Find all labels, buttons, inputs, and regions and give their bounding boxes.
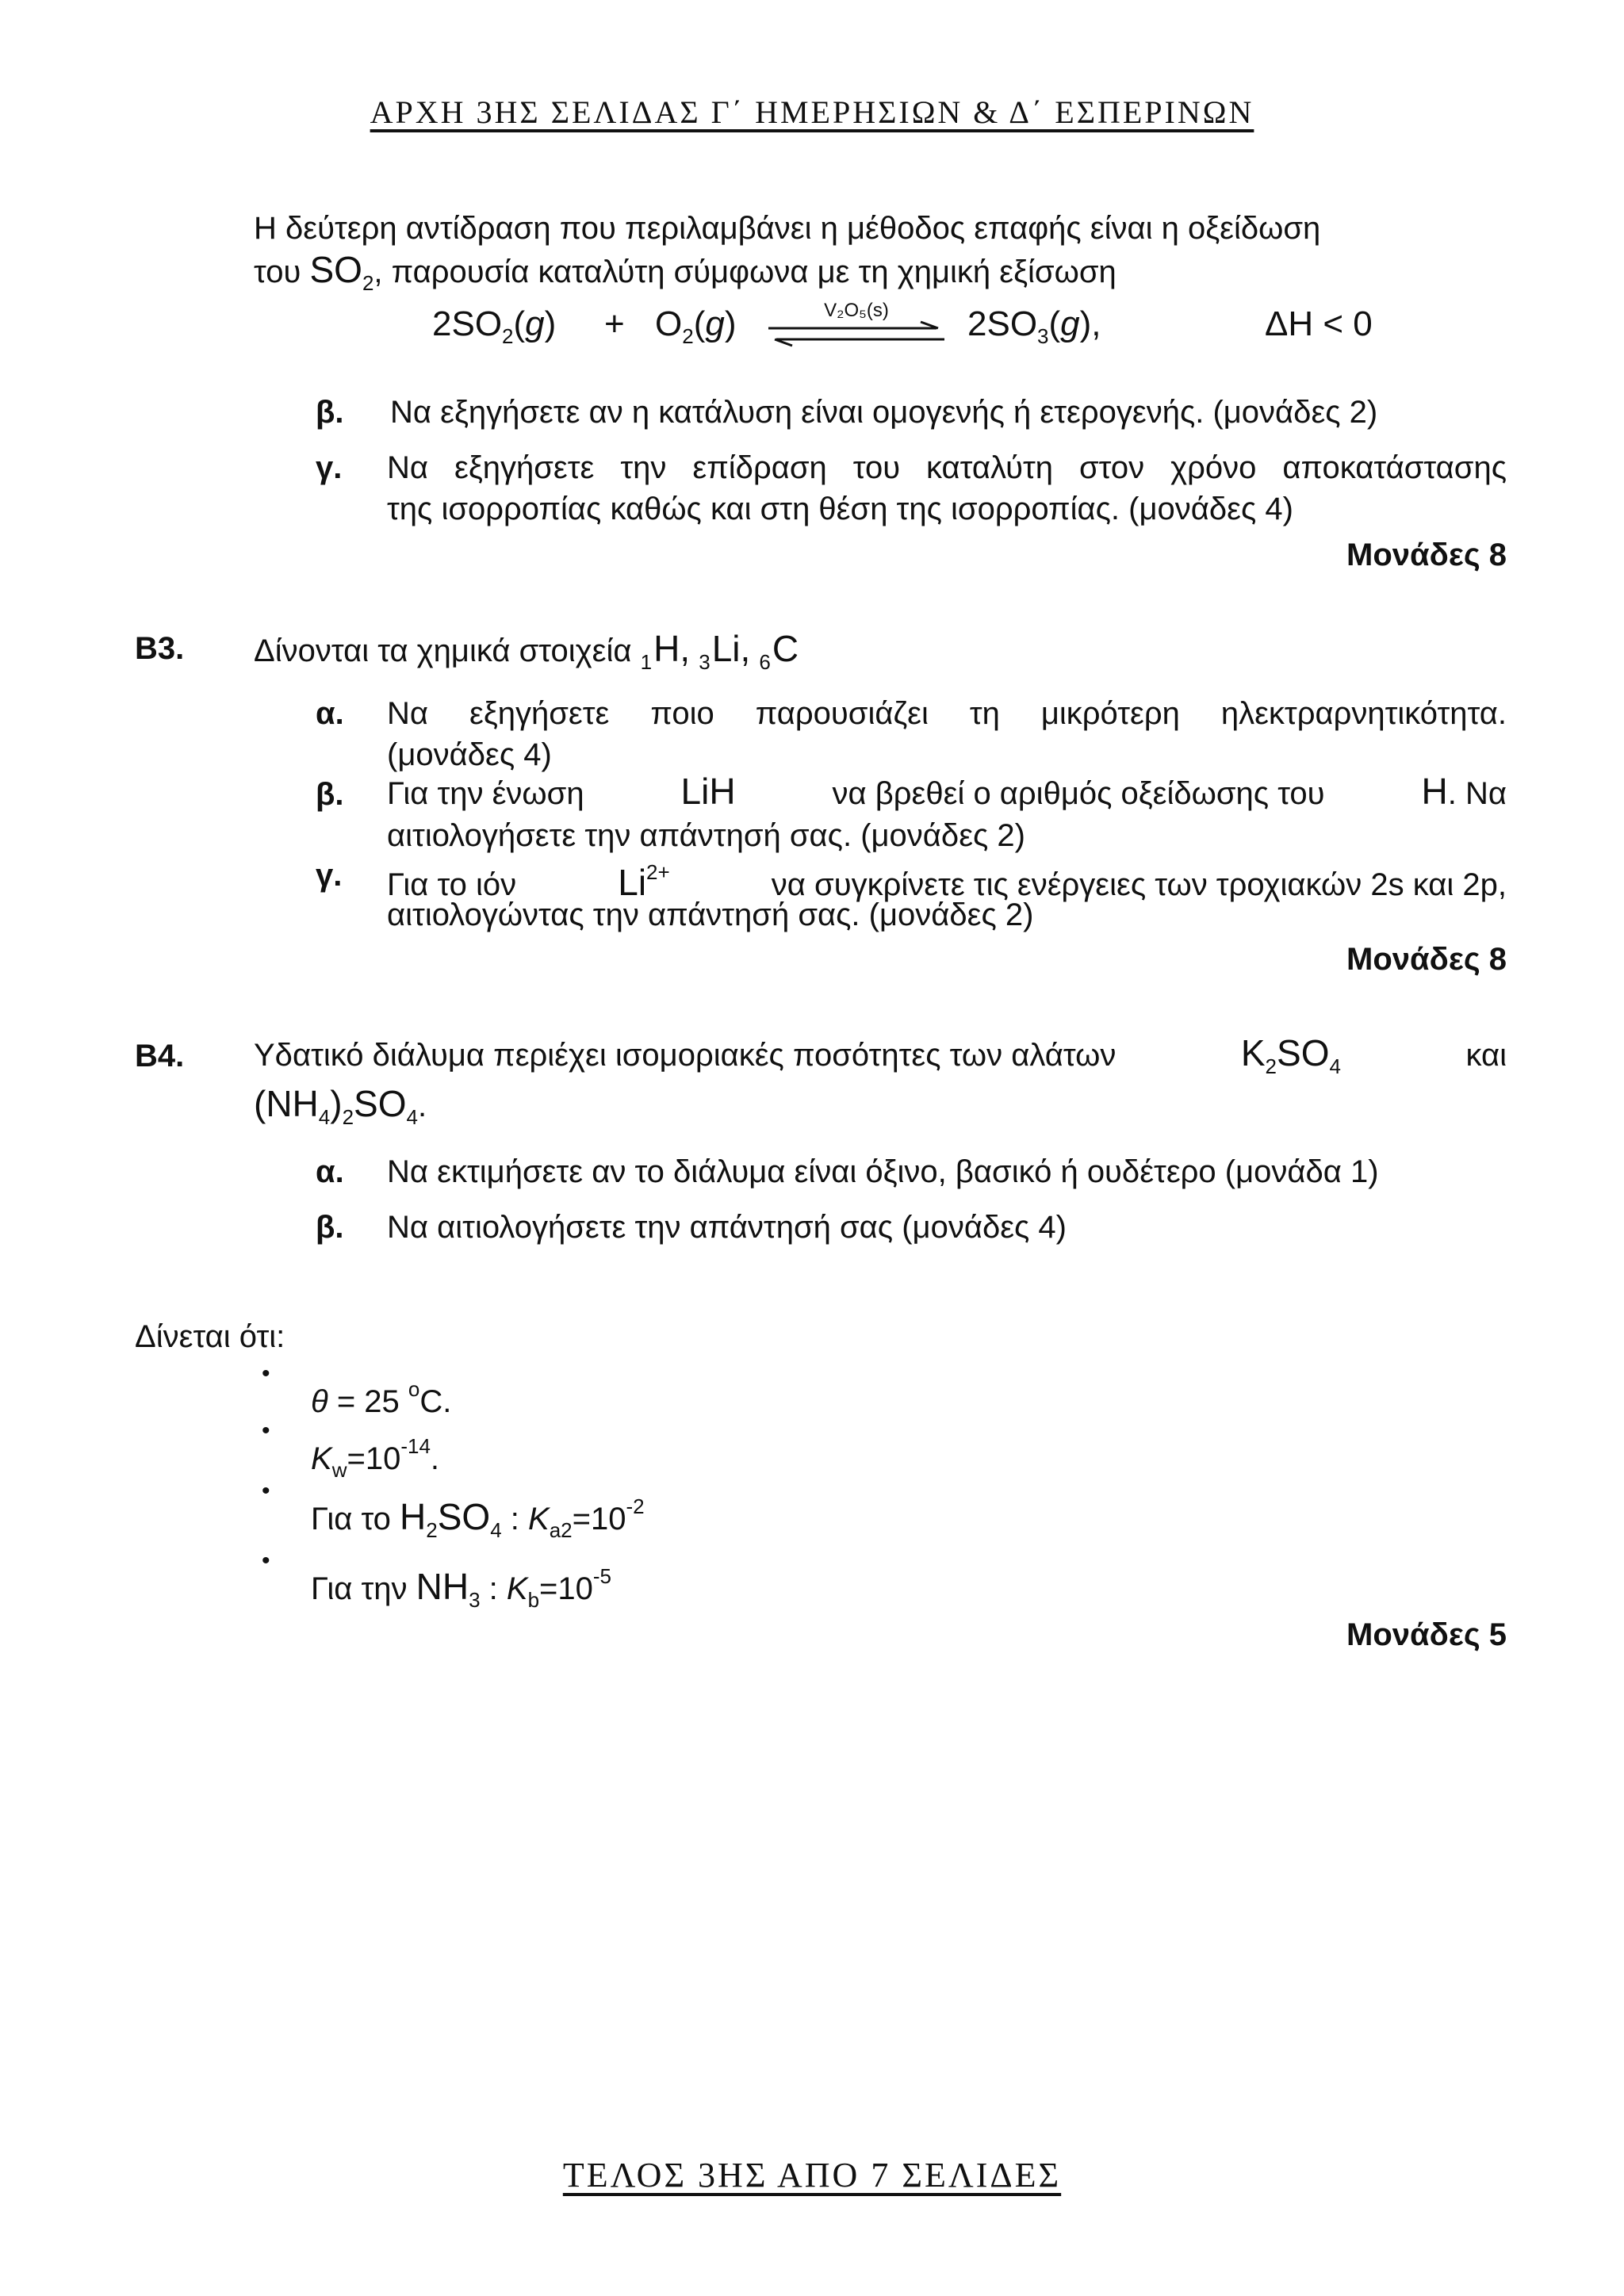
given-item-nh3: Για την $NH_3$ : $K_b=10^{-5}$ [311, 1564, 612, 1612]
intro-compound-so2: $SO_2$ [309, 249, 374, 295]
b4-b-label: β. [316, 1210, 344, 1245]
given-marks: Μονάδες 5 [1346, 1617, 1507, 1652]
compound-lih: LiH [680, 771, 736, 812]
intro-line-2-post: , παρουσία καταλύτη σύμφωνα με τη χημική εξίσωση [373, 254, 1116, 289]
bullet-icon: • [262, 1478, 270, 1504]
b3-a-line-2: (μονάδες 4) [387, 737, 552, 772]
compound-k2so4: $K_2SO_4$ [1240, 1032, 1341, 1078]
equation-product: $2SO_3(g)$, [967, 304, 1101, 348]
b2-g-line-1: Να εξηγήσετε την επίδραση του καταλύτη στον χρόνο αποκατάστασης [387, 450, 1507, 485]
element-h-symbol: H [1421, 771, 1448, 812]
equation-enthalpy: ΔH < 0 [1265, 304, 1373, 343]
equation-catalyst: V₂O₅(s) [824, 300, 889, 321]
b4-stem-line-1: Υδατικό διάλυμα περιέχει ισομοριακές ποσότητες των αλάτων $K_2SO_4$ και [254, 1032, 1507, 1087]
b2-b-text: Να εξηγήσετε αν η κατάλυση είναι ομογενής ή ετερογενής. (μονάδες 2) [390, 395, 1378, 430]
given-item-h2so4: Για το $H_2SO_4$ : $K_{a2}=10^{-2}$ [311, 1494, 645, 1542]
equation-plus: + [604, 304, 625, 343]
b3-a-line-1: Να εξηγήσετε ποιο παρουσιάζει τη μικρότερη ηλεκτραρνητικότητα. [387, 696, 1507, 731]
b3-marks: Μονάδες 8 [1346, 942, 1507, 977]
element-c: $_6$C [759, 628, 799, 674]
given-item-kw: $K_w=10^{-14}$. [311, 1434, 440, 1482]
intro-line-1: Η δεύτερη αντίδραση που περιλαμβάνει η μέθοδος επαφής είναι η οξείδωση [254, 211, 1321, 246]
element-h: $_1$H, [640, 628, 691, 674]
b4-b-text: Να αιτιολογήσετε την απάντησή σας (μονάδες 4) [387, 1210, 1067, 1245]
b3-stem: Δίνονται τα χημικά στοιχεία $_1$H, $_3$Li, $_6$C [254, 628, 799, 674]
b2-g-line-2: της ισορροπίας καθώς και στη θέση της ισορροπίας. (μονάδες 4) [387, 492, 1293, 526]
equation-reactant-1: $2SO_2(g)$ [432, 304, 557, 348]
b4-a-text: Να εκτιμήσετε αν το διάλυμα είναι όξινο, βασικό ή ουδέτερο (μονάδα 1) [387, 1154, 1379, 1189]
b4-stem-line-2: $(NH_4)_2SO_4$. [254, 1083, 427, 1129]
b3-b-line-1: Για την ένωση LiH να βρεθεί ο αριθμός οξείδωσης του H. Να [387, 771, 1507, 812]
equilibrium-arrow-icon [765, 320, 948, 349]
b3-label: Β3. [135, 631, 185, 666]
page-footer: ΤΕΛΟΣ 3ΗΣ ΑΠΟ 7 ΣΕΛΙΔΕΣ [562, 2156, 1062, 2195]
b2-b-label: β. [316, 395, 344, 430]
bullet-icon: • [262, 1548, 270, 1574]
element-li: $_3$Li, [699, 628, 751, 674]
b3-b-line-2: αιτιολογήσετε την απάντησή σας. (μονάδες 2) [387, 818, 1025, 853]
equation-reactant-2: $O_2(g)$ [655, 304, 737, 348]
b3-a-label: α. [316, 696, 344, 731]
page-header: ΑΡΧΗ 3ΗΣ ΣΕΛΙΔΑΣ Γ΄ ΗΜΕΡΗΣΙΩΝ & Δ΄ ΕΣΠΕΡΙΝΩΝ [370, 94, 1254, 130]
ion-li: $Li^{2+}$ [618, 860, 670, 903]
b2-g-label: γ. [316, 450, 343, 485]
compound-nh4-2so4: $(NH_4)_2SO_4$ [254, 1083, 418, 1129]
b3-g-line-1: Για το ιόν $Li^{2+}$ να συγκρίνετε τις ενέργειες των τροχιακών 2s και 2p, [387, 851, 1507, 905]
b4-a-label: α. [316, 1154, 344, 1189]
b3-g-line-2: αιτιολογώντας την απάντησή σας. (μονάδες 2) [387, 897, 1034, 932]
b3-b-label: β. [316, 777, 344, 812]
bullet-icon: • [262, 1418, 270, 1444]
given-title: Δίνεται ότι: [135, 1319, 285, 1354]
intro-line-2-pre: του [254, 254, 301, 289]
intro-line-2 [254, 249, 1116, 304]
bullet-icon: • [262, 1360, 270, 1387]
given-item-temperature: θ = 25 $^o$C. [311, 1377, 452, 1419]
b2-marks: Μονάδες 8 [1346, 538, 1507, 572]
b4-label: Β4. [135, 1039, 185, 1073]
b3-g-label: γ. [316, 858, 343, 893]
